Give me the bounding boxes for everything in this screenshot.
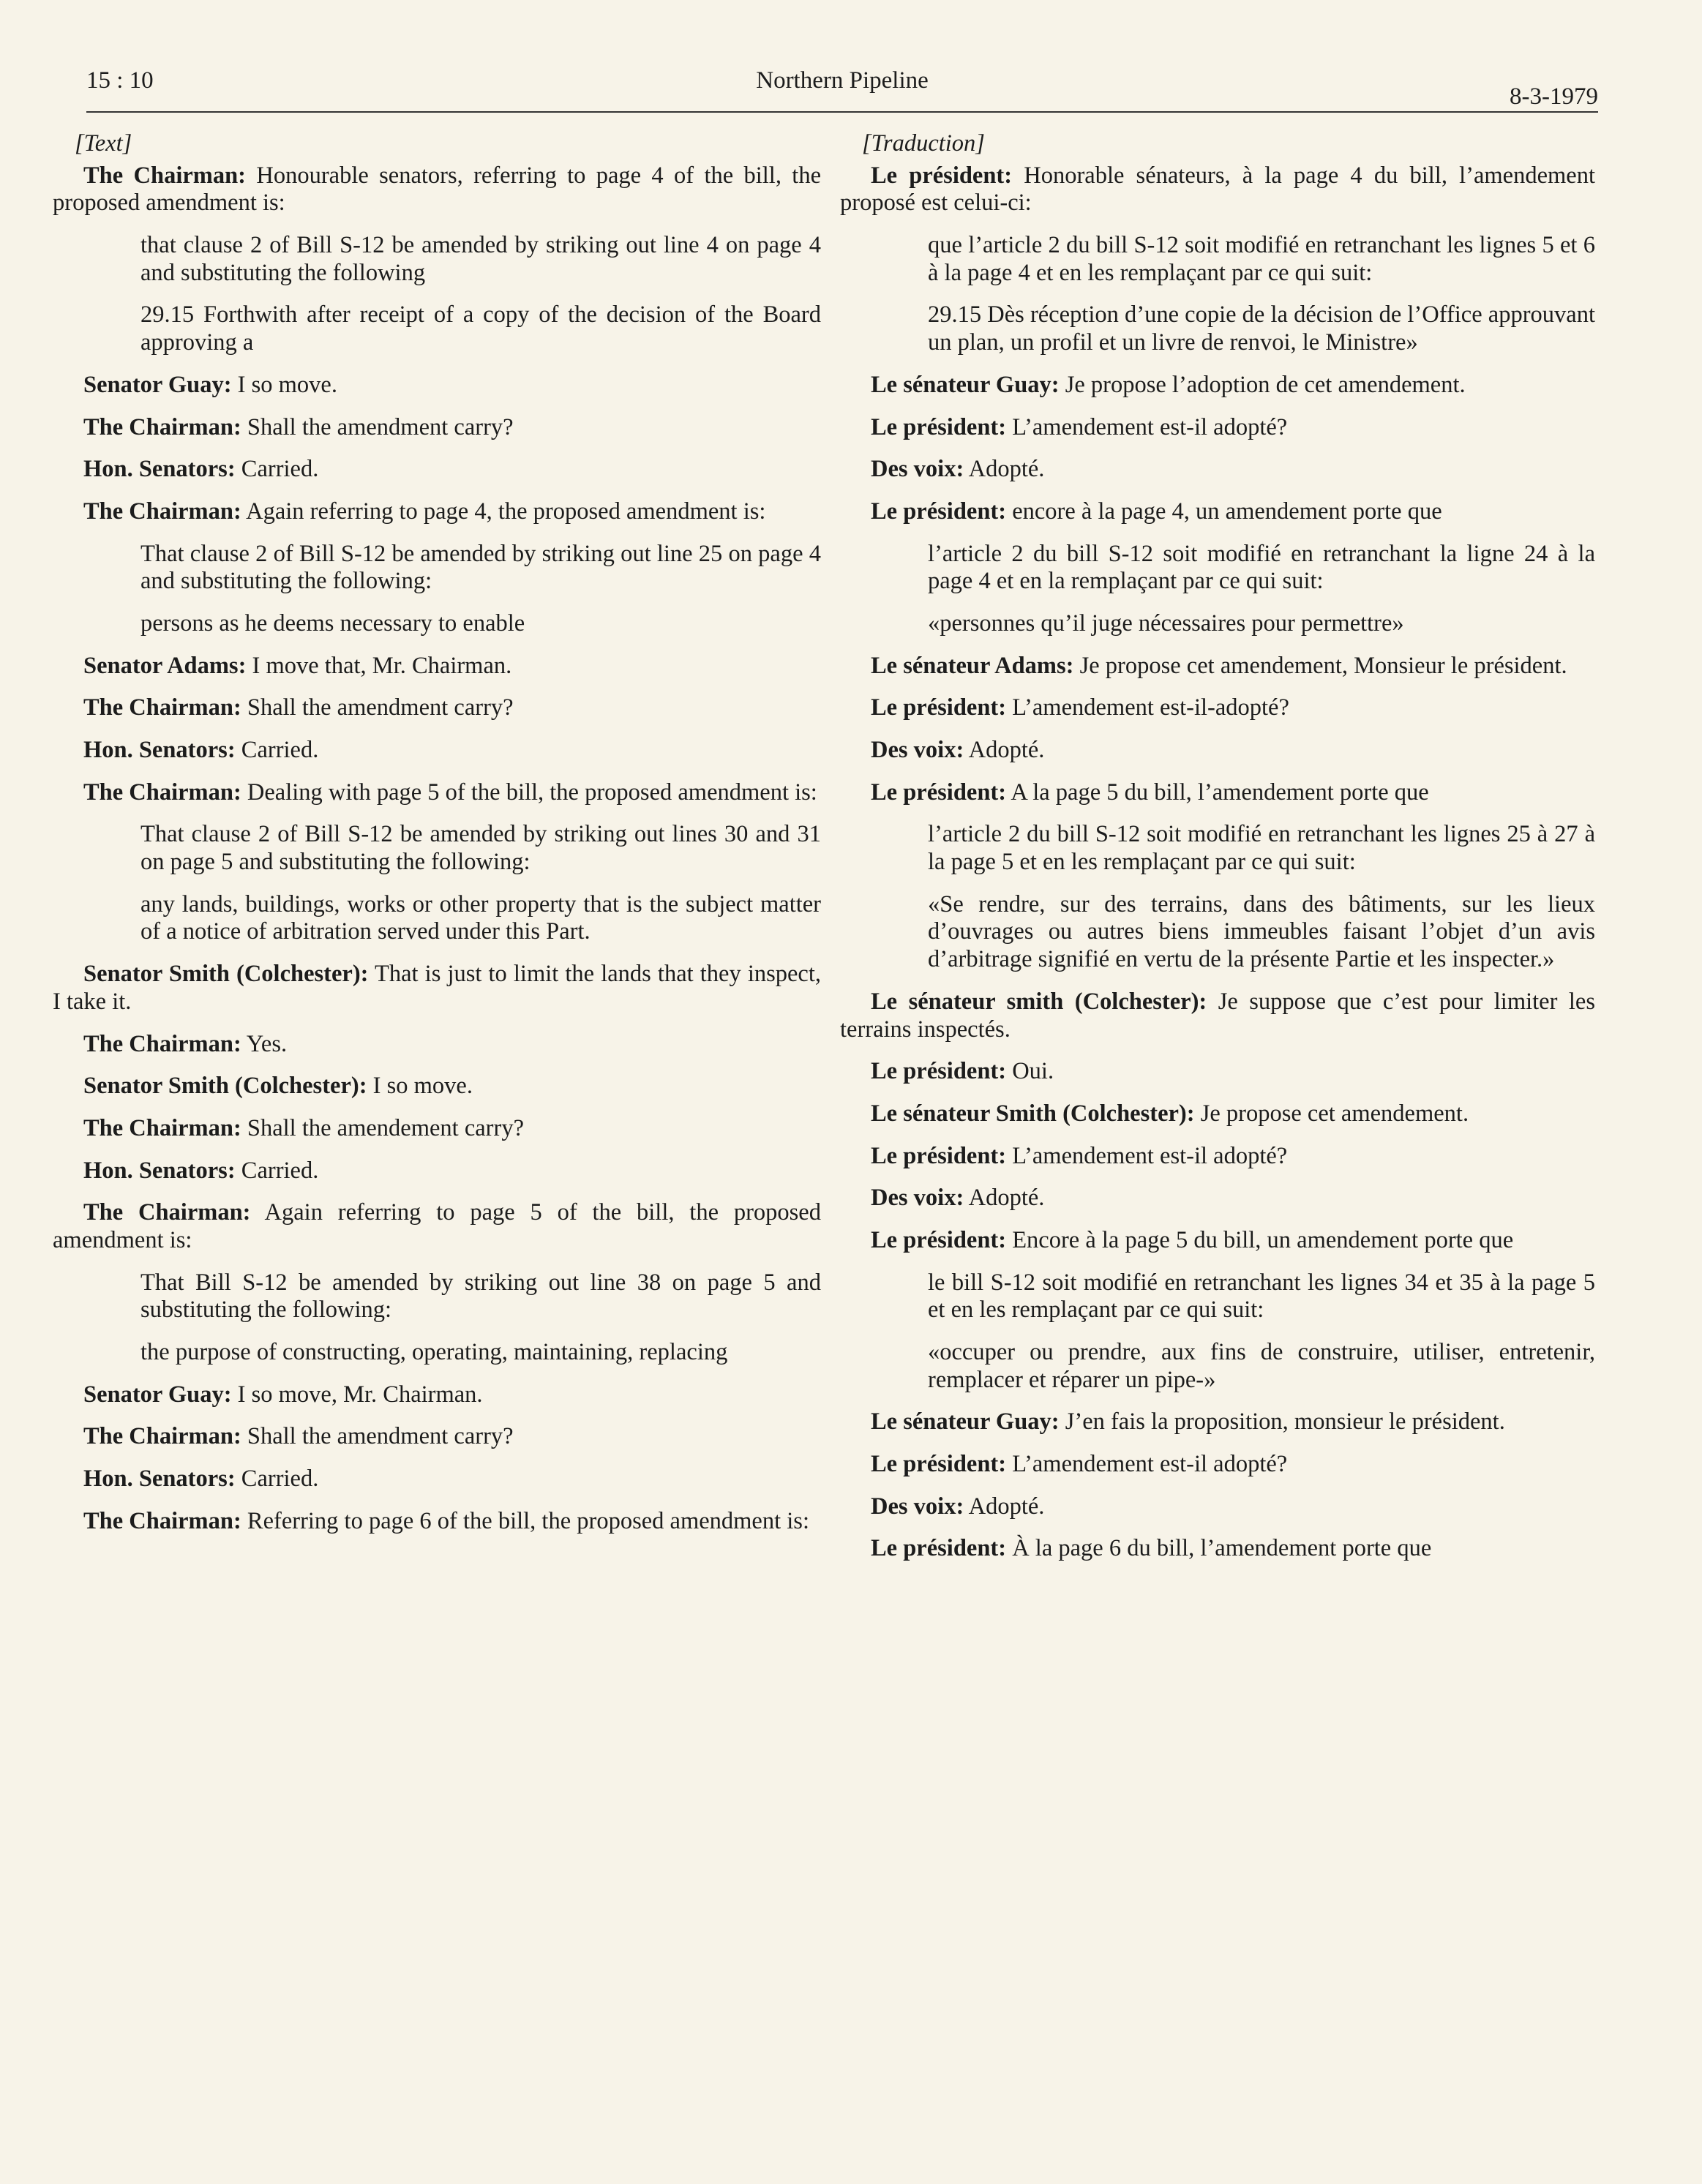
speaker-name: Senator Guay: — [83, 371, 232, 398]
speech-text: Je propose cet amendement. — [1200, 1100, 1469, 1127]
speech-text: J’en fais la proposition, monsieur le président. — [1065, 1408, 1505, 1436]
speaker-name: Le sénateur smith (Colchester): — [871, 988, 1207, 1015]
speech-text: Je suppose que c’est pour limiter les terrains inspectés. — [840, 988, 1595, 1043]
speaker-name: The Chairman: — [83, 162, 246, 189]
speaker-name: Hon. Senators: — [83, 1157, 236, 1184]
quoted-amendment: That clause 2 of Bill S-12 be amended by striking out lines 30 and 31 on page 5 and substituting the following: — [140, 821, 821, 876]
speaker-name: The Chairman: — [83, 413, 241, 440]
speech-paragraph — [53, 1073, 821, 1100]
speech-text: A la page 5 du bill, l’amendement porte que — [1011, 778, 1429, 806]
speaker-name: Le président: — [871, 1451, 1007, 1478]
quoted-amendment: «Se rendre, sur des terrains, dans des bâtiments, sur les lieux d’ouvrages ou autres biens immeubles faisant l’objet d’un avis d’arbitrage signifié en vertu de la présente Partie et les inspecter.» — [928, 890, 1595, 973]
speaker-name: Le sénateur Guay: — [871, 371, 1060, 398]
speech-paragraph — [53, 1423, 821, 1451]
speech-text: Oui. — [1012, 1058, 1054, 1085]
speaker-name: Le sénateur Guay: — [871, 1408, 1060, 1436]
speech-paragraph — [840, 1408, 1595, 1436]
speech-text: Shall the amendment carry? — [247, 1423, 514, 1450]
speech-text: I move that, Mr. Chairman. — [252, 652, 512, 679]
speaker-name: Le sénateur Adams: — [871, 652, 1074, 679]
quoted-amendment: any lands, buildings, works or other property that is the subject matter of a notice of arbitration served under this Part. — [140, 890, 821, 945]
speech-paragraph — [53, 737, 821, 765]
speech-text: Adopté. — [968, 1493, 1045, 1520]
speech-paragraph — [53, 694, 821, 722]
speaker-name: Senator Adams: — [83, 652, 247, 679]
speech-text: L’amendement est-il-adopté? — [1012, 694, 1289, 721]
speech-text: Carried. — [241, 1157, 319, 1184]
quoted-amendment: 29.15 Dès réception d’une copie de la décision de l’Office approuvant un plan, un profil et un livre de renvoi, le Ministre» — [928, 301, 1595, 356]
speech-text: Referring to page 6 of the bill, the proposed amendment is: — [247, 1507, 809, 1534]
speech-paragraph — [53, 1466, 821, 1493]
quoted-amendment: l’article 2 du bill S-12 soit modifié en retranchant les lignes 25 à 27 à la page 5 et en les remplaçant par ce qui suit: — [928, 821, 1595, 876]
speech-text: Je propose cet amendement, Monsieur le président. — [1079, 652, 1567, 679]
speech-text: Carried. — [241, 456, 319, 483]
quoted-amendment: the purpose of constructing, operating, maintaining, replacing — [140, 1339, 728, 1365]
section-label: [Text] — [75, 130, 132, 157]
speaker-name: The Chairman: — [83, 1030, 241, 1057]
speaker-name: Le président: — [871, 694, 1007, 721]
speech-text: L’amendement est-il adopté? — [1012, 1142, 1288, 1169]
speaker-name: Le président: — [871, 1535, 1007, 1562]
speech-text: Encore à la page 5 du bill, un amendement porte que — [1012, 1226, 1514, 1253]
speaker-name: Hon. Senators: — [83, 737, 236, 763]
quoted-amendment: that clause 2 of Bill S-12 be amended by striking out line 4 on page 4 and substituting the following — [140, 232, 821, 286]
speech-paragraph — [53, 1031, 821, 1059]
quoted-amendment: That Bill S-12 be amended by striking out line 38 on page 5 and substituting the following: — [140, 1269, 821, 1324]
speaker-name: The Chairman: — [83, 1507, 241, 1534]
speaker-name: Le président: — [871, 498, 1007, 525]
speech-paragraph — [53, 414, 821, 442]
speaker-name: The Chairman: — [83, 498, 241, 525]
speaker-name: The Chairman: — [83, 1114, 241, 1141]
speech-text: Again referring to page 5 of the bill, the proposed amendment is: — [53, 1199, 821, 1253]
quoted-amendment: 29.15 Forthwith after receipt of a copy of the decision of the Board approving a — [140, 301, 821, 356]
speech-paragraph — [53, 779, 821, 807]
speech-paragraph — [53, 1115, 821, 1143]
speaker-name: Des voix: — [871, 737, 964, 763]
speech-paragraph — [840, 456, 1595, 484]
speaker-name: The Chairman: — [83, 778, 241, 806]
speech-paragraph — [840, 498, 1595, 526]
speech-paragraph — [840, 162, 1595, 217]
speech-paragraph — [840, 694, 1595, 722]
speech-text: encore à la page 4, un amendement porte que — [1012, 498, 1442, 525]
speaker-name: Hon. Senators: — [83, 456, 236, 483]
page-date: 8-3-1979 — [1510, 83, 1598, 110]
speech-paragraph — [53, 653, 821, 680]
running-title: Northern Pipeline — [756, 67, 929, 94]
speaker-name: Le président: — [871, 1142, 1007, 1169]
speech-text: Shall the amendment carry? — [247, 413, 514, 440]
speech-text: Honourable senators, referring to page 4 of the bill, the proposed amendment is: — [53, 162, 821, 217]
speech-paragraph — [840, 1535, 1595, 1563]
speech-paragraph — [53, 162, 821, 217]
speech-paragraph — [840, 414, 1595, 442]
speech-text: Honorable sénateurs, à la page 4 du bill, l’amendement proposé est celui-ci: — [840, 162, 1595, 217]
quoted-amendment: «personnes qu’il juge nécessaires pour permettre» — [928, 609, 1404, 637]
speech-paragraph — [53, 372, 821, 399]
quoted-amendment: que l’article 2 du bill S-12 soit modifié en retranchant les lignes 5 et 6 à la page 4 et en les remplaçant par ce qui suit: — [928, 232, 1595, 286]
speech-paragraph — [840, 1143, 1595, 1171]
speech-text: Adopté. — [968, 1185, 1045, 1212]
speech-text: Carried. — [241, 1466, 319, 1493]
speech-paragraph — [840, 372, 1595, 399]
speech-text: Yes. — [246, 1030, 288, 1057]
speech-text: Adopté. — [968, 456, 1045, 483]
speaker-name: Le président: — [871, 162, 1013, 189]
speech-paragraph — [840, 737, 1595, 765]
speech-paragraph — [840, 653, 1595, 680]
speech-text: Shall the amendement carry? — [247, 1114, 525, 1141]
speaker-name: Le président: — [871, 1058, 1007, 1085]
speech-paragraph — [840, 1058, 1595, 1086]
speaker-name: Le sénateur Smith (Colchester): — [871, 1100, 1195, 1127]
speech-paragraph — [53, 498, 821, 526]
speech-paragraph — [53, 1381, 821, 1409]
speech-paragraph — [840, 988, 1595, 1043]
speech-text: I so move, Mr. Chairman. — [237, 1381, 483, 1408]
speech-paragraph — [840, 1185, 1595, 1212]
speaker-name: Senator Smith (Colchester): — [83, 961, 369, 988]
english-column — [53, 130, 821, 2003]
speaker-name: Des voix: — [871, 456, 964, 483]
speech-text: That is just to limit the lands that they inspect, I take it. — [53, 961, 821, 1015]
speaker-name: Le président: — [871, 1226, 1007, 1253]
speaker-name: The Chairman: — [83, 1423, 241, 1450]
speech-paragraph — [840, 1451, 1595, 1479]
speaker-name: The Chairman: — [83, 1199, 251, 1226]
speech-text: Je propose l’adoption de cet amendement. — [1065, 371, 1466, 398]
speaker-name: Hon. Senators: — [83, 1466, 236, 1493]
page-reference: 15 : 10 — [86, 67, 154, 94]
quoted-amendment: persons as he deems necessary to enable — [140, 609, 525, 637]
speaker-name: Des voix: — [871, 1493, 964, 1520]
speech-text: Adopté. — [968, 737, 1045, 763]
speaker-name: Le président: — [871, 413, 1007, 440]
speech-paragraph — [840, 1227, 1595, 1255]
speech-text: À la page 6 du bill, l’amendement porte que — [1012, 1535, 1432, 1562]
speech-paragraph — [53, 961, 821, 1016]
speech-paragraph — [53, 1508, 821, 1536]
speaker-name: Senator Guay: — [83, 1381, 232, 1408]
speech-paragraph — [840, 779, 1595, 807]
speech-text: L’amendement est-il adopté? — [1012, 1451, 1288, 1478]
speech-paragraph — [53, 456, 821, 484]
section-label: [Traduction] — [862, 130, 985, 157]
speaker-name: Le président: — [871, 778, 1007, 806]
speech-paragraph — [840, 1100, 1595, 1128]
speaker-name: Senator Smith (Colchester): — [83, 1073, 367, 1100]
speech-text: Dealing with page 5 of the bill, the proposed amendment is: — [247, 778, 817, 806]
page-header — [86, 67, 1598, 113]
speech-paragraph — [53, 1157, 821, 1185]
quoted-amendment: «occuper ou prendre, aux fins de construire, utiliser, entretenir, remplacer et réparer un pipe-» — [928, 1339, 1595, 1393]
french-column — [840, 130, 1595, 2003]
speaker-name: The Chairman: — [83, 694, 241, 721]
speaker-name: Des voix: — [871, 1185, 964, 1212]
speech-text: Again referring to page 4, the proposed amendment is: — [246, 498, 766, 525]
speech-paragraph — [840, 1493, 1595, 1521]
speech-text: L’amendement est-il adopté? — [1012, 413, 1288, 440]
speech-text: I so move. — [372, 1073, 473, 1100]
quoted-amendment: le bill S-12 soit modifié en retranchant les lignes 34 et 35 à la page 5 et en les remplaçant par ce qui suit: — [928, 1269, 1595, 1324]
speech-text: Carried. — [241, 737, 319, 763]
speech-paragraph — [53, 1199, 821, 1254]
quoted-amendment: l’article 2 du bill S-12 soit modifié en retranchant la ligne 24 à la page 4 et en la remplaçant par ce qui suit: — [928, 540, 1595, 595]
speech-text: I so move. — [237, 371, 337, 398]
quoted-amendment: That clause 2 of Bill S-12 be amended by striking out line 25 on page 4 and substituting the following: — [140, 540, 821, 595]
speech-text: Shall the amendment carry? — [247, 694, 514, 721]
